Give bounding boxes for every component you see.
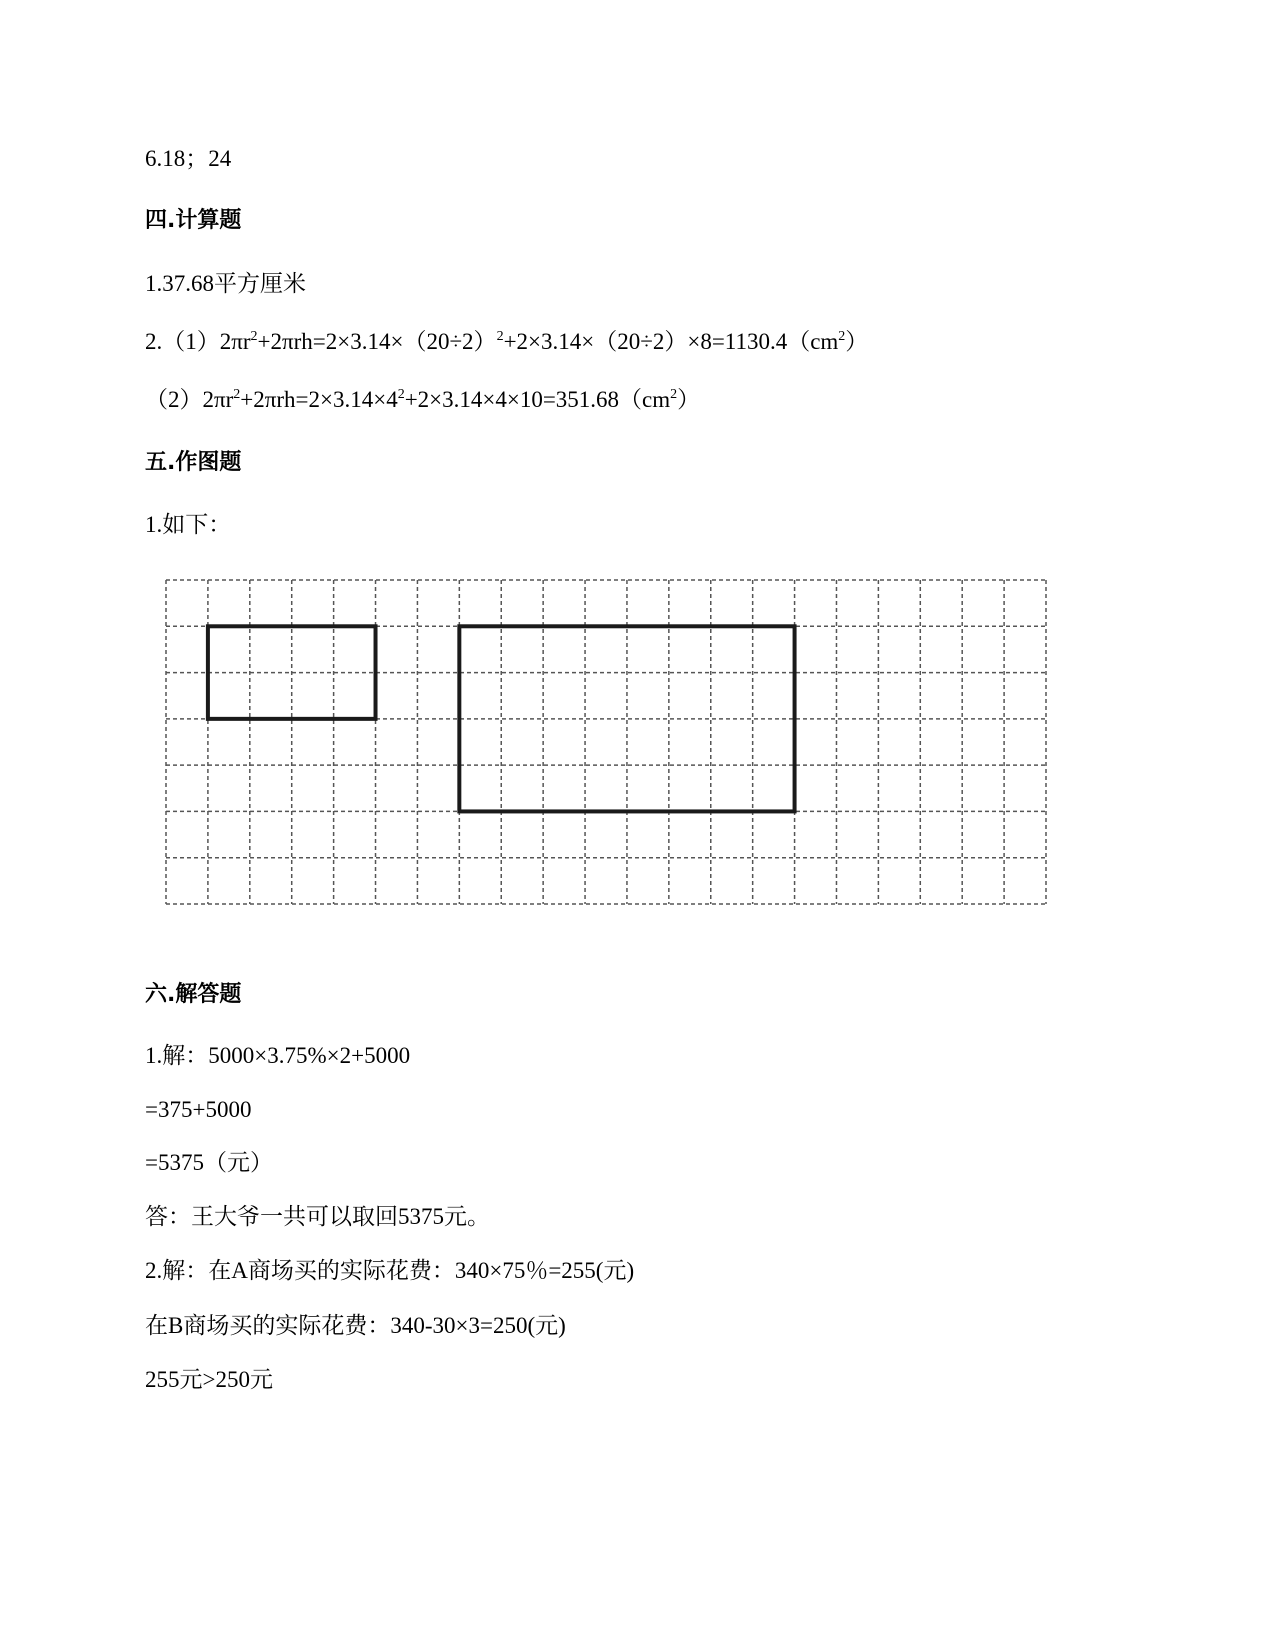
formula-superscript: 2: [233, 387, 241, 402]
section-heading-solutions: 六.解答题: [145, 982, 242, 1007]
formula-part: ）: [677, 387, 701, 412]
grid-figure: [164, 578, 1048, 906]
solve1-answer: 答：王大爷一共可以取回5375元。: [145, 1204, 490, 1229]
formula-superscript: 2: [496, 329, 504, 344]
formula-part: （2）2πr: [145, 387, 234, 412]
drawing-answer-label: 1.如下：: [145, 512, 232, 537]
formula-superscript: 2: [250, 329, 258, 344]
formula-part: +2πrh=2×3.14×（20÷2）: [257, 329, 497, 354]
section-heading-drawing: 五.作图题: [145, 450, 242, 475]
formula-part: 2.（1）2πr: [145, 329, 251, 354]
formula-superscript: 2: [670, 387, 678, 402]
calc-answer-1: 1.37.68平方厘米: [145, 271, 306, 296]
formula-part: +2πrh=2×3.14×4: [240, 387, 398, 412]
solve2-line-1: 2.解：在A商场买的实际花费：340×75％=255(元): [145, 1258, 635, 1283]
solve1-line-1: 1.解：5000×3.75%×2+5000: [145, 1043, 411, 1068]
solve1-line-2: =375+5000: [145, 1097, 252, 1122]
calc-answer-3: [145, 385, 700, 415]
solve1-line-3: =5375（元）: [145, 1150, 273, 1175]
solve2-line-3: 255元>250元: [145, 1367, 273, 1392]
formula-part: +2×3.14×4×10=351.68（cm: [404, 387, 671, 412]
section-heading-calculation: 四.计算题: [145, 208, 242, 233]
formula-part: +2×3.14×（20÷2）×8=1130.4（cm: [503, 329, 839, 354]
answer-q6: 6.18；24: [145, 146, 232, 171]
calc-answer-2: [145, 327, 868, 357]
formula-part: ）: [845, 329, 869, 354]
solve2-line-2: 在B商场买的实际花费：340-30×3=250(元): [145, 1313, 566, 1338]
dashed-grid: [166, 580, 1046, 904]
formula-superscript: 2: [838, 329, 846, 344]
formula-superscript: 2: [397, 387, 405, 402]
